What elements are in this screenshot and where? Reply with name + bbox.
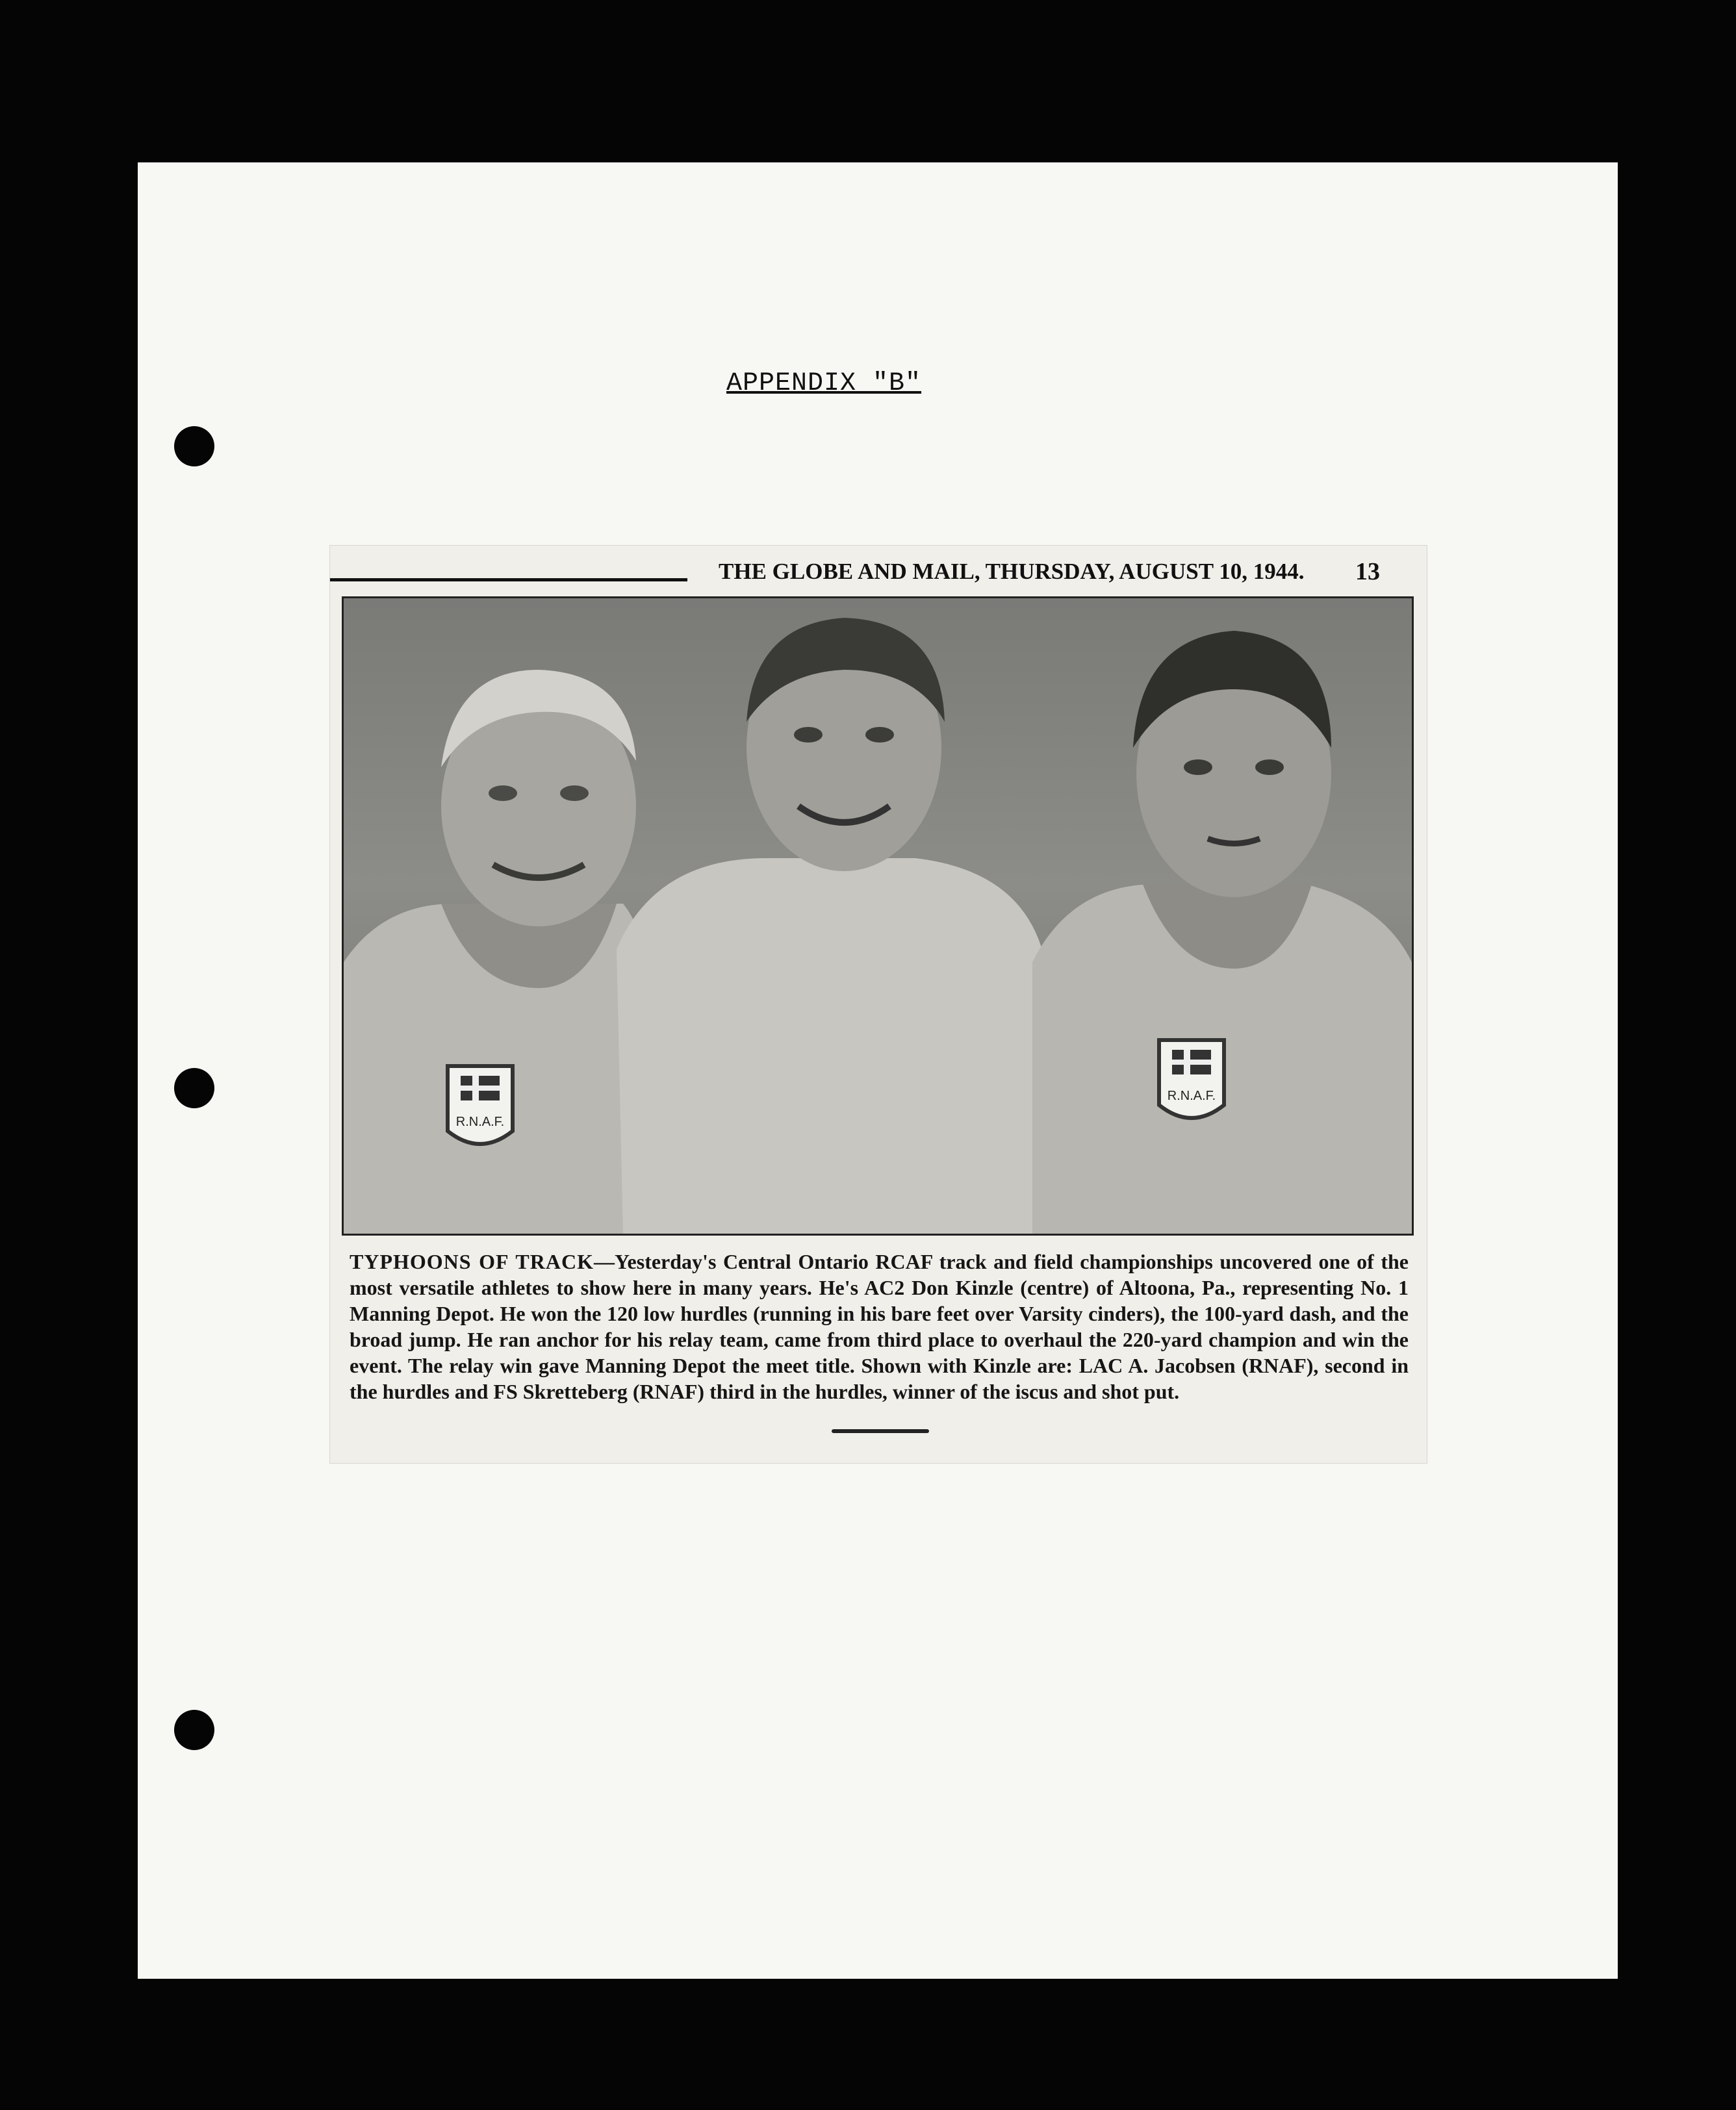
masthead-rule [330, 578, 687, 581]
newspaper-page-number: 13 [1355, 558, 1380, 585]
document-page [138, 162, 1618, 1979]
caption-body: —Yesterday's Central Ontario RCAF track and field championships uncovered one of the most versatile athletes to show here in many years. He's AC2 Don Kinzle (centre) of Altoona, Pa., representing No. 1 Manning Depot. He won the 120 low hurdles (running in his bare feet over Varsity cinders), the 100-yard dash, and the broad jump. He ran anchor for his relay team, came from third place to overhaul the 220-yard champion and win the event. The relay win gave Manning Depot the meet title. Shown with Kinzle are: LAC A. Jacobsen (RNAF), second in the hurdles and FS Skretteberg (RNAF) third in the hurdles, winner of the iscus and shot put. [350, 1250, 1409, 1403]
caption-lead: TYPHOONS OF TRACK [350, 1250, 594, 1273]
right-badge-text: R.N.A.F. [1167, 1089, 1216, 1103]
photo-caption [350, 1249, 1409, 1405]
athletes-photograph [342, 596, 1414, 1236]
photograph-of-three-athletes-icon [344, 598, 1412, 1234]
caption-rule [832, 1429, 929, 1433]
left-athlete [344, 670, 649, 1234]
punch-hole-top [174, 426, 214, 466]
punch-hole-middle [174, 1068, 214, 1108]
newspaper-clipping [330, 546, 1427, 1463]
punch-hole-bottom [174, 1710, 214, 1750]
right-athlete [1032, 631, 1412, 1234]
newspaper-masthead: THE GLOBE AND MAIL, THURSDAY, AUGUST 10, 1944. [719, 559, 1305, 584]
centre-athlete [617, 618, 1045, 1234]
left-badge-text: R.N.A.F. [455, 1115, 505, 1129]
appendix-title: APPENDIX "B" [726, 369, 922, 398]
